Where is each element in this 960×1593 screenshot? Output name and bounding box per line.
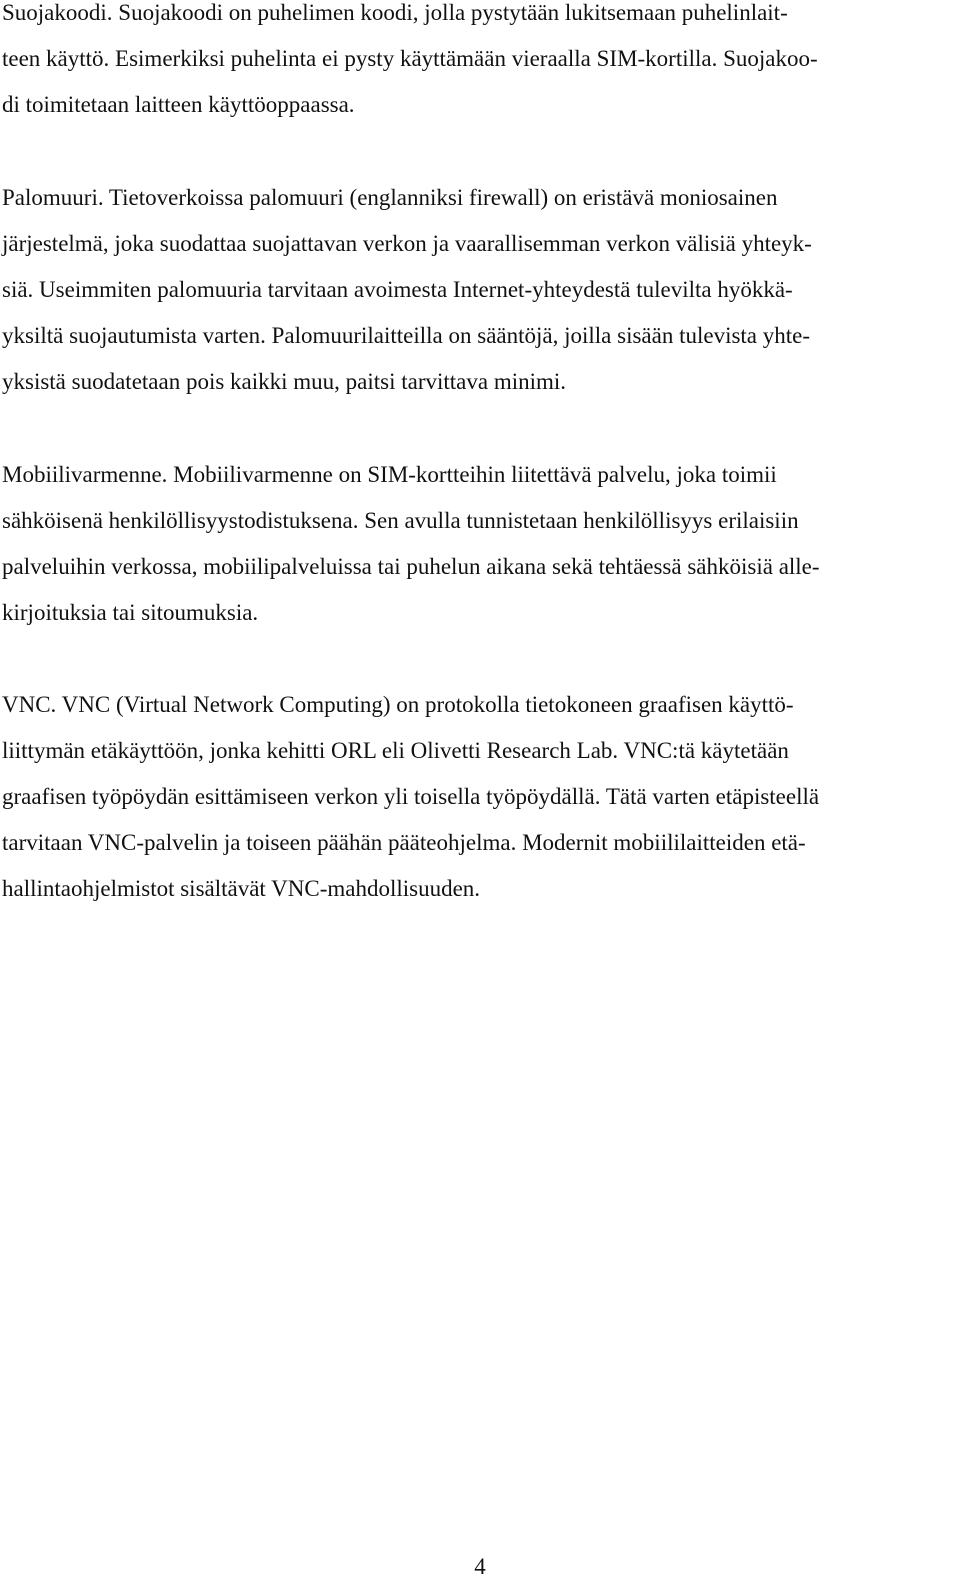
paragraph-palomuuri-line-4: yksiltä suojautumista varten. Palomuurilaitteilla on sääntöjä, joilla sisään tulevista yhte- [2, 323, 811, 348]
paragraph-mobiilivarmenne-line-1: Mobiilivarmenne. Mobiilivarmenne on SIM-kortteihin liitettävä palvelu, joka toimii [2, 462, 777, 487]
paragraph-palomuuri-line-5: yksistä suodatetaan pois kaikki muu, paitsi tarvittava minimi. [2, 369, 567, 394]
paragraph-suojakoodi-line-2: teen käyttö. Esimerkiksi puhelinta ei pysty käyttämään vieraalla SIM-kortilla. Suojakoo- [2, 46, 818, 71]
page-number: 4 [474, 1554, 486, 1579]
paragraph-vnc-line-1: VNC. VNC (Virtual Network Computing) on protokolla tietokoneen graafisen käyttö- [2, 692, 794, 717]
paragraph-vnc-line-5: hallintaohjelmistot sisältävät VNC-mahdollisuuden. [2, 876, 481, 901]
paragraph-palomuuri-line-2: järjestelmä, joka suodattaa suojattavan verkon ja vaarallisemman verkon välisiä yhteyk- [2, 231, 812, 256]
paragraph-palomuuri-line-3: siä. Useimmiten palomuuria tarvitaan avoimesta Internet-yhteydestä tulevilta hyökkä- [2, 277, 793, 302]
paragraph-suojakoodi-line-1: Suojakoodi. Suojakoodi on puhelimen koodi, jolla pystytään lukitsemaan puhelinlait- [2, 0, 788, 25]
paragraph-mobiilivarmenne-line-4: kirjoituksia tai sitoumuksia. [2, 600, 259, 625]
paragraph-mobiilivarmenne-line-3: palveluihin verkossa, mobiilipalveluissa tai puhelun aikana sekä tehtäessä sähköisiä alle- [2, 554, 820, 579]
paragraph-vnc-line-3: graafisen työpöydän esittämiseen verkon yli toisella työpöydällä. Tätä varten etäpisteellä [2, 784, 820, 809]
paragraph-vnc-line-4: tarvitaan VNC-palvelin ja toiseen päähän pääteohjelma. Modernit mobiililaitteiden etä- [2, 830, 806, 855]
paragraph-vnc-line-2: liittymän etäkäyttöön, jonka kehitti ORL eli Olivetti Research Lab. VNC:tä käytetään [2, 738, 789, 763]
paragraph-mobiilivarmenne-line-2: sähköisenä henkilöllisyystodistuksena. Sen avulla tunnistetaan henkilöllisyys erilaisiin [2, 508, 799, 533]
paragraph-palomuuri-line-1: Palomuuri. Tietoverkoissa palomuuri (englanniksi firewall) on eristävä moniosainen [2, 185, 778, 210]
paragraph-suojakoodi-line-3: di toimitetaan laitteen käyttöoppaassa. [2, 92, 355, 117]
